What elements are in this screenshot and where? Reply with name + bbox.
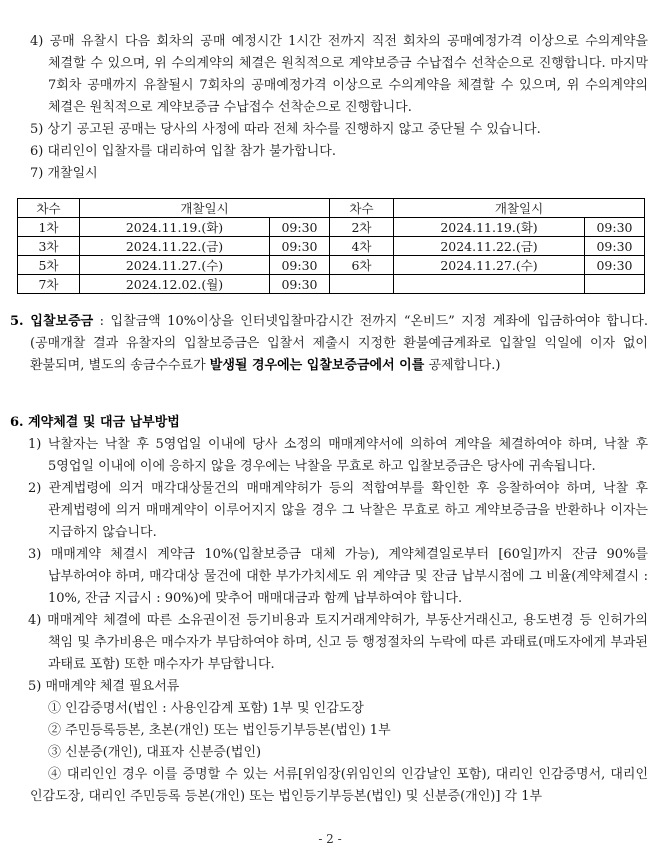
date-cell: 2024.12.02.(월) xyxy=(80,275,270,294)
time-cell: 09:30 xyxy=(270,237,330,256)
date-cell xyxy=(394,275,585,294)
round-cell: 1차 xyxy=(18,218,80,237)
section-6-item-1: 1) 낙찰자는 낙찰 후 5영업일 이내에 당사 소정의 매매계약서에 의하여 계약을 체결하여야 하며, 낙찰 후 5영업일 이내에 이에 응하지 않을 경우에는 낙찰을 무효로 하고 입찰보증금은 당사에 귀속됩니다. xyxy=(28,437,648,474)
bid-schedule-table xyxy=(17,198,645,294)
section-5-bid-deposit xyxy=(10,311,648,377)
round-cell: 5차 xyxy=(18,256,80,275)
section-6-item-3: 3) 매매계약 체결시 계약금 10%(입찰보증금 대체 가능), 계약체결일로부터 [60일]까지 잔금 90%를 납부하여야 하며, 매각대상 물건에 대한 부가가치세도 위 계약금 및 잔금 납부시점에 그 비율(계약체결시 : 10%, 잔금 지급시 : 90%)에 맞추어 매매대금과 함께 납부하여야 합니다. xyxy=(28,547,648,606)
header-round-2: 차수 xyxy=(330,199,394,218)
section-5-text-tail: 공제합니다.) xyxy=(424,358,501,373)
bid-schedule-table-wrapper xyxy=(17,198,644,294)
time-cell: 09:30 xyxy=(585,256,645,275)
section-6-item-5: 5) 매매계약 체결 필요서류 xyxy=(28,679,180,694)
round-cell: 4차 xyxy=(330,237,394,256)
round-cell: 6차 xyxy=(330,256,394,275)
date-cell: 2024.11.19.(화) xyxy=(394,218,585,237)
date-cell: 2024.11.22.(금) xyxy=(80,237,270,256)
time-cell: 09:30 xyxy=(270,275,330,294)
header-datetime: 개찰일시 xyxy=(80,199,330,218)
time-cell: 09:30 xyxy=(270,256,330,275)
round-cell: 2차 xyxy=(330,218,394,237)
required-doc-1: ① 인감증명서(법인 : 사용인감계 포함) 1부 및 인감도장 xyxy=(48,701,364,716)
table-row xyxy=(18,237,645,256)
required-doc-2: ② 주민등록등본, 초본(개인) 또는 법인등기부등본(법인) 1부 xyxy=(48,723,391,738)
table-row xyxy=(18,218,645,237)
list-item-6: 6) 대리인이 입찰자를 대리하여 입찰 참가 불가합니다. xyxy=(30,144,336,159)
date-cell: 2024.11.19.(화) xyxy=(80,218,270,237)
time-cell: 09:30 xyxy=(270,218,330,237)
date-cell: 2024.11.27.(수) xyxy=(394,256,585,275)
section-5-text: : 입찰금액 10%이상을 인터넷입찰마감시간 전까지 “온비드” 지정 계좌에 입금하여야 합니다.(공매개찰 결과 유찰자의 입찰보증금은 입찰서 제출시 지정한 환불예금계좌로 입찰일 익일에 이자 없이 환불되며, 별도의 송금수수료가 xyxy=(30,314,648,373)
time-cell xyxy=(585,275,645,294)
list-item-7: 7) 개찰일시 xyxy=(30,166,98,181)
list-item-5: 5) 상기 공고된 공매는 당사의 사정에 따라 전체 차수를 진행하지 않고 중단될 수 있습니다. xyxy=(30,122,541,137)
section-5-bold-text: 발생될 경우에는 입찰보증금에서 이를 xyxy=(209,358,425,373)
page-number: - 2 - xyxy=(318,832,342,846)
section-6-list xyxy=(0,434,648,808)
top-numbered-list xyxy=(0,31,648,185)
section-6-item-4: 4) 매매계약 체결에 따른 소유권이전 등기비용과 토지거래계약허가, 부동산거래신고, 용도변경 등 인허가의 책임 및 추가비용은 매수자가 부담하여야 하며, 신고 등 행정절차의 누락에 따른 과태료(매도자에게 부과된 과태료 포함) 또한 매수자가 부담합니다. xyxy=(28,613,648,672)
round-cell: 7차 xyxy=(18,275,80,294)
time-cell: 09:30 xyxy=(585,218,645,237)
table-header-row xyxy=(18,199,645,218)
header-datetime-2: 개찰일시 xyxy=(394,199,645,218)
section-6-item-2: 2) 관계법령에 의거 매각대상물건의 매매계약허가 등의 적합여부를 확인한 후 응찰하여야 하며, 낙찰 후 관계법령에 의거 매매계약이 이루어지지 않을 경우 그 낙찰은 무효로 하고 계약보증금을 반환하나 이자는 지급하지 않습니다. xyxy=(28,481,648,540)
time-cell: 09:30 xyxy=(585,237,645,256)
date-cell: 2024.11.22.(금) xyxy=(394,237,585,256)
header-round: 차수 xyxy=(18,199,80,218)
table-row xyxy=(18,256,645,275)
section-5-heading: 5. 입찰보증금 xyxy=(10,314,94,329)
table-row xyxy=(18,275,645,294)
list-item-4: 4) 공매 유찰시 다음 회차의 공매 예정시간 1시간 전까지 직전 회차의 공매예정가격 이상으로 수의계약을 체결할 수 있으며, 위 수의계약의 체결은 원칙적으로 계약보증금 수납접수 선착순으로 진행합니다. 마지막 7회차 공매까지 유찰될시 7회차의 공매예정가격 이상으로 수의계약을 체결할 수 있으며, 위 수의계약의 체결은 원칙적으로 계약보증금 수납접수 선착순으로 진행합니다. xyxy=(30,34,648,115)
date-cell: 2024.11.27.(수) xyxy=(80,256,270,275)
round-cell: 3차 xyxy=(18,237,80,256)
section-6-heading: 6. 계약체결 및 대금 납부방법 xyxy=(10,415,180,430)
table-body xyxy=(18,218,645,294)
required-doc-4: ④ 대리인인 경우 이를 증명할 수 있는 서류[위임장(위임인의 인감날인 포함), 대리인 인감증명서, 대리인 인감도장, 대리인 주민등록 등본(개인) 또는 법인등기부등본(법인) 및 신분증(개인)] 각 1부 xyxy=(30,767,648,804)
round-cell xyxy=(330,275,394,294)
required-doc-3: ③ 신분증(개인), 대표자 신분증(법인) xyxy=(48,745,262,760)
